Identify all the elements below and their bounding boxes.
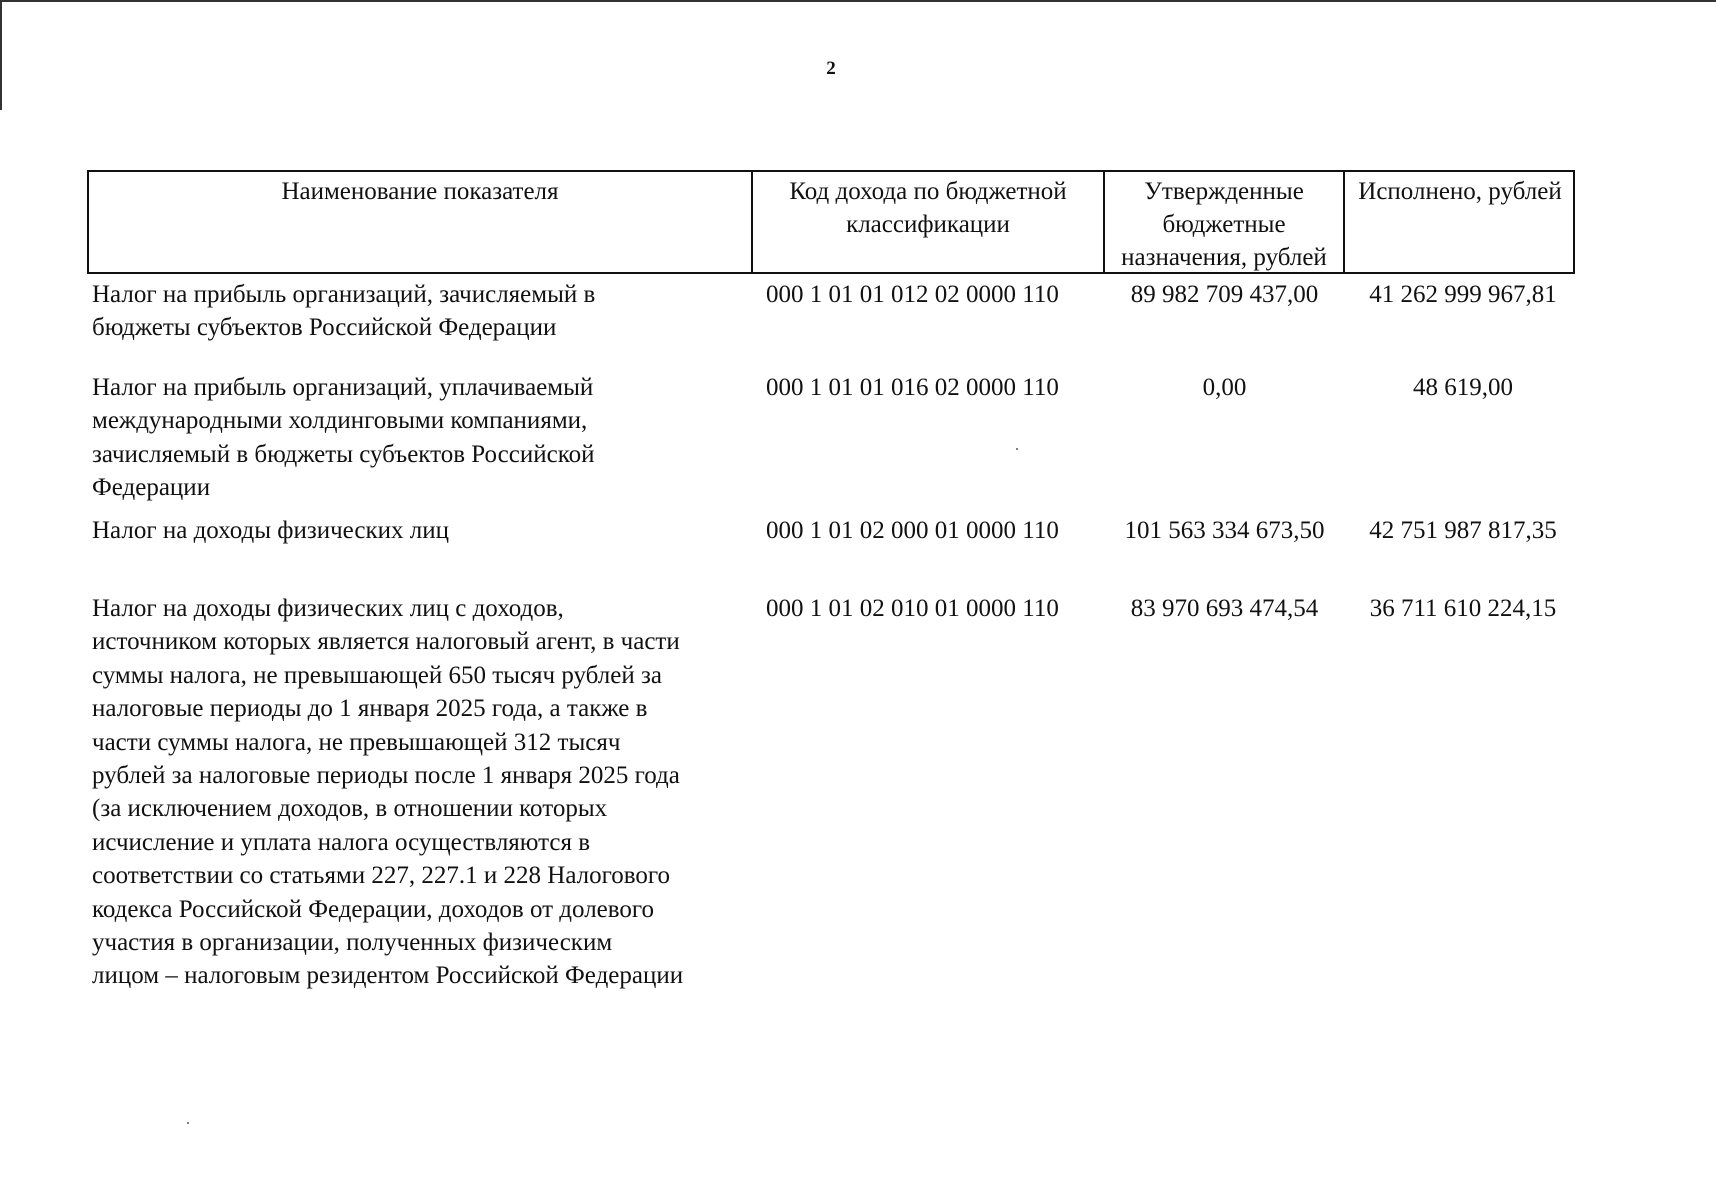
row-name-line: Налог на прибыль организаций, уплачиваемый xyxy=(92,374,594,401)
row-name-line: бюджеты субъектов Российской Федерации xyxy=(92,314,557,342)
header-plan-line: бюджетные xyxy=(1162,211,1286,238)
page-number: 2 xyxy=(826,58,836,79)
header-plan-line: назначения, рублей xyxy=(1121,244,1327,271)
row-name xyxy=(92,371,762,505)
header-plan-line: Утвержденные xyxy=(1144,178,1304,205)
row-code: 000 1 01 02 000 01 0000 110 xyxy=(766,517,1059,544)
row-name-line: рублей за налоговые периоды после 1 января 2025 года xyxy=(92,762,680,790)
row-name-line: источником которых является налоговый агент, в части xyxy=(92,628,680,656)
row-name-line: Налог на прибыль организаций, зачисляемый в xyxy=(92,281,596,308)
row-name-line: исчисление и уплата налога осуществляются в xyxy=(92,828,591,856)
table-header xyxy=(87,170,1575,274)
row-name-line: зачисляемый в бюджеты субъектов Российской xyxy=(92,440,595,468)
row-name-line: кодекса Российской Федерации, доходов от долевого xyxy=(92,895,655,923)
row-code: 000 1 01 02 010 01 0000 110 xyxy=(766,595,1059,622)
row-name-line: соответствии со статьями 227, 227.1 и 228 Налогового xyxy=(92,862,671,890)
row-name-line: (за исключением доходов, в отношении которых xyxy=(92,795,608,823)
header-name-line: Наименование показателя xyxy=(281,178,559,205)
row-done: 36 711 610 224,15 xyxy=(1369,595,1557,622)
row-done: 41 262 999 967,81 xyxy=(1369,281,1557,308)
row-name-line: Налог на доходы физических лиц с доходов, xyxy=(92,595,564,622)
scan-speck xyxy=(187,1122,189,1124)
header-code xyxy=(753,172,1103,241)
scan-border-left xyxy=(0,0,2,110)
row-name-line: международными холдинговыми компаниями, xyxy=(92,407,588,435)
row-name xyxy=(92,514,762,547)
row-name xyxy=(92,592,762,993)
row-name-line: Федерации xyxy=(92,474,211,502)
row-done: 48 619,00 xyxy=(1413,374,1513,401)
row-plan: 0,00 xyxy=(1202,374,1247,401)
row-name-line: части суммы налога, не превышающей 312 тысяч xyxy=(92,728,621,756)
scan-border-top xyxy=(0,0,1716,2)
row-name xyxy=(92,278,762,345)
row-name-line: лицом – налоговым резидентом Российской Федерации xyxy=(92,962,684,990)
scan-speck xyxy=(1016,448,1018,450)
row-code: 000 1 01 01 012 02 0000 110 xyxy=(766,281,1059,308)
row-plan: 83 970 693 474,54 xyxy=(1130,595,1319,622)
row-name-line: Налог на доходы физических лиц xyxy=(92,517,449,544)
header-code-line: классификации xyxy=(846,211,1010,238)
header-done xyxy=(1345,172,1575,208)
row-code: 000 1 01 01 016 02 0000 110 xyxy=(766,374,1059,401)
row-name-line: суммы налога, не превышающей 650 тысяч рублей за xyxy=(92,661,662,689)
row-plan: 89 982 709 437,00 xyxy=(1130,281,1319,308)
row-plan: 101 563 334 673,50 xyxy=(1124,517,1325,544)
header-done-line: Исполнено, рублей xyxy=(1358,178,1562,205)
row-name-line: участия в организации, полученных физическим xyxy=(92,929,613,957)
row-done: 42 751 987 817,35 xyxy=(1369,517,1557,544)
header-plan xyxy=(1105,172,1343,274)
row-name-line: налоговые периоды до 1 января 2025 года, а также в xyxy=(92,695,648,723)
header-code-line: Код дохода по бюджетной xyxy=(789,178,1067,205)
header-name xyxy=(89,172,751,208)
